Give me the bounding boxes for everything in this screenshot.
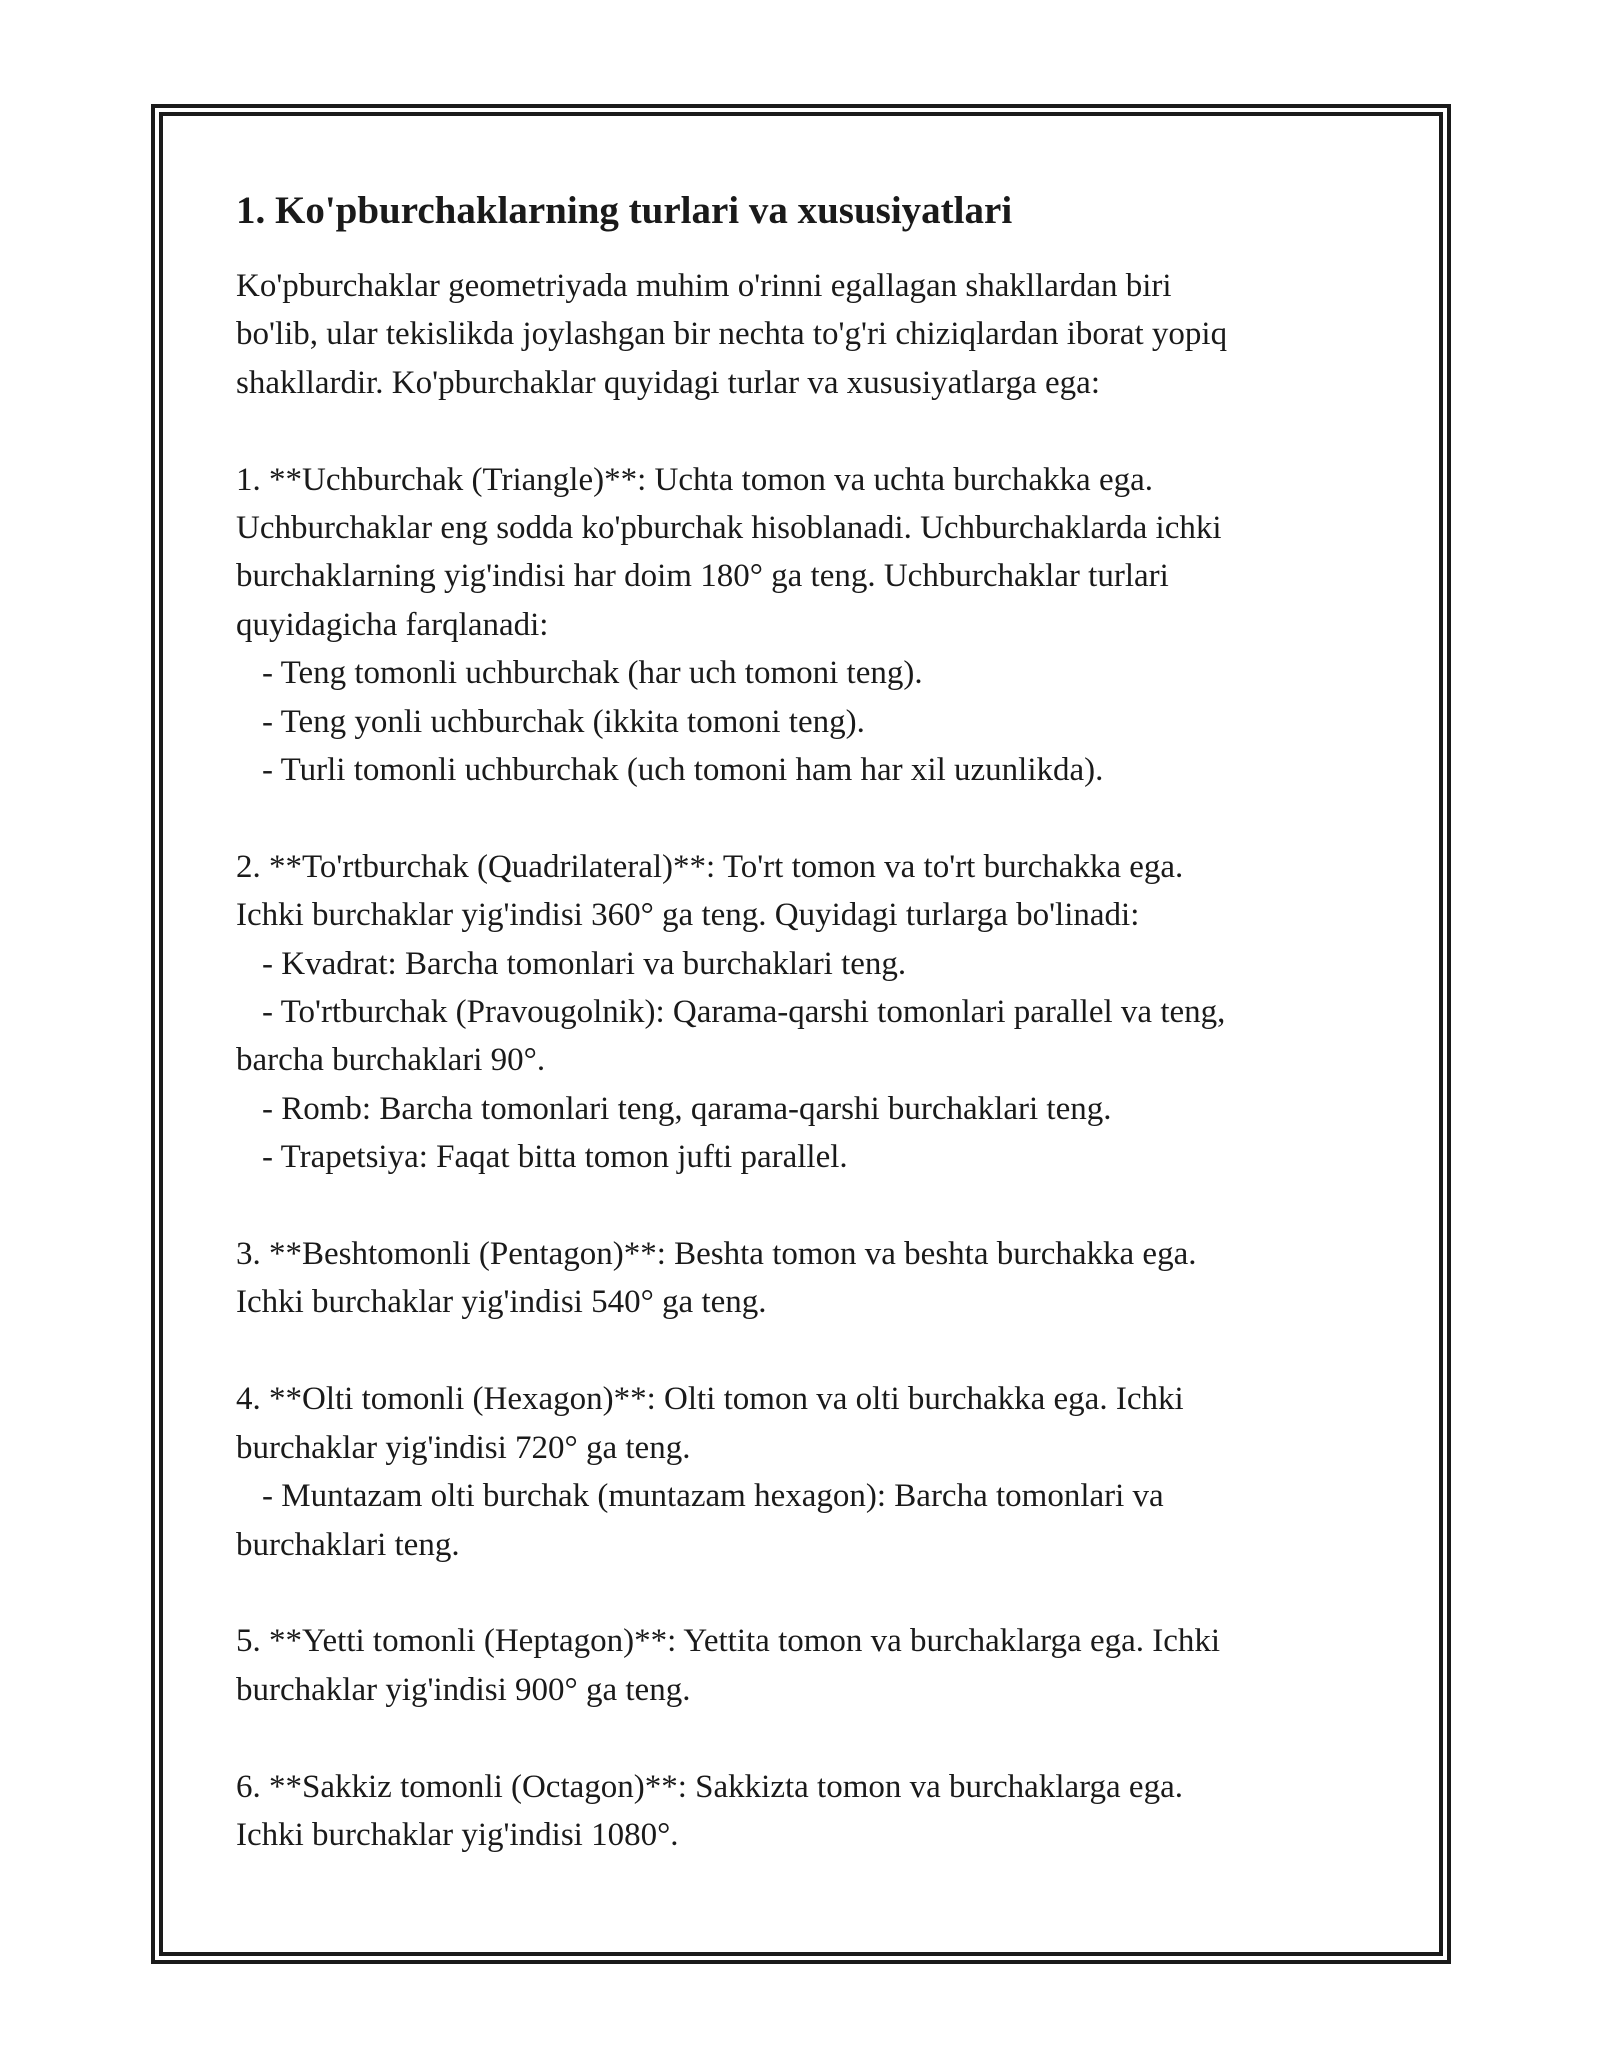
text-line: Uchburchaklar eng sodda ko'pburchak hisoblanadi. Uchburchaklarda ichki xyxy=(236,510,1222,547)
intro-paragraph xyxy=(236,262,1366,407)
text-line: quyidagicha farqlanadi: xyxy=(236,606,549,643)
list-item: - Teng tomonli uchburchak (har uch tomoni teng). xyxy=(262,655,923,692)
list-item: - To'rtburchak (Pravougolnik): Qarama-qarshi tomonlari parallel va teng, xyxy=(262,994,1226,1031)
document-body xyxy=(236,186,1366,1908)
list-item: - Kvadrat: Barcha tomonlari va burchaklari teng. xyxy=(262,945,907,982)
heptagon-section xyxy=(236,1617,1366,1714)
section-heading: 1. Ko'pburchaklarning turlari va xususiyatlari xyxy=(236,189,1013,232)
text-line: 3. **Beshtomonli (Pentagon)**: Beshta tomon va beshta burchakka ega. xyxy=(236,1236,1197,1273)
list-item: - Romb: Barcha tomonlari teng, qarama-qarshi burchaklari teng. xyxy=(262,1090,1112,1127)
quadrilateral-section xyxy=(236,843,1366,1182)
text-line: shakllardir. Ko'pburchaklar quyidagi turlar va xususiyatlarga ega: xyxy=(236,364,1100,401)
text-line: 5. **Yetti tomonli (Heptagon)**: Yettita tomon va burchaklarga ega. Ichki xyxy=(236,1623,1221,1660)
text-line: 6. **Sakkiz tomonli (Octagon)**: Sakkizta tomon va burchaklarga ega. xyxy=(236,1768,1183,1805)
text-line: barcha burchaklari 90°. xyxy=(236,1042,546,1079)
list-item: - Turli tomonli uchburchak (uch tomoni ham har xil uzunlikda). xyxy=(262,752,1104,789)
text-line: burchaklar yig'indisi 900° ga teng. xyxy=(236,1671,691,1708)
triangle-section xyxy=(236,456,1366,795)
text-line: burchaklar yig'indisi 720° ga teng. xyxy=(236,1429,691,1466)
list-item: - Muntazam olti burchak (muntazam hexagon): Barcha tomonlari va xyxy=(262,1478,1164,1515)
text-line: Ichki burchaklar yig'indisi 1080°. xyxy=(236,1816,679,1853)
text-line: Ichki burchaklar yig'indisi 360° ga teng. Quyidagi turlarga bo'linadi: xyxy=(236,897,1140,934)
text-line: bo'lib, ular tekislikda joylashgan bir nechta to'g'ri chiziqlardan iborat yopiq xyxy=(236,316,1228,353)
text-line: Ko'pburchaklar geometriyada muhim o'rinni egallagan shakllardan biri xyxy=(236,268,1172,304)
text-line: 1. **Uchburchak (Triangle)**: Uchta tomon va uchta burchakka ega. xyxy=(236,461,1153,498)
text-line: 4. **Olti tomonli (Hexagon)**: Olti tomon va olti burchakka ega. Ichki xyxy=(236,1381,1184,1418)
list-item: - Trapetsiya: Faqat bitta tomon jufti parallel. xyxy=(262,1139,848,1176)
text-line: 2. **To'rtburchak (Quadrilateral)**: To'rt tomon va to'rt burchakka ega. xyxy=(236,848,1184,885)
pentagon-section xyxy=(236,1230,1366,1327)
octagon-section xyxy=(236,1763,1366,1860)
text-line: burchaklarning yig'indisi har doim 180° ga teng. Uchburchaklar turlari xyxy=(236,558,1169,595)
hexagon-section xyxy=(236,1375,1366,1569)
list-item: - Teng yonli uchburchak (ikkita tomoni teng). xyxy=(262,703,865,740)
text-line: Ichki burchaklar yig'indisi 540° ga teng. xyxy=(236,1284,767,1321)
text-line: burchaklari teng. xyxy=(236,1526,460,1563)
